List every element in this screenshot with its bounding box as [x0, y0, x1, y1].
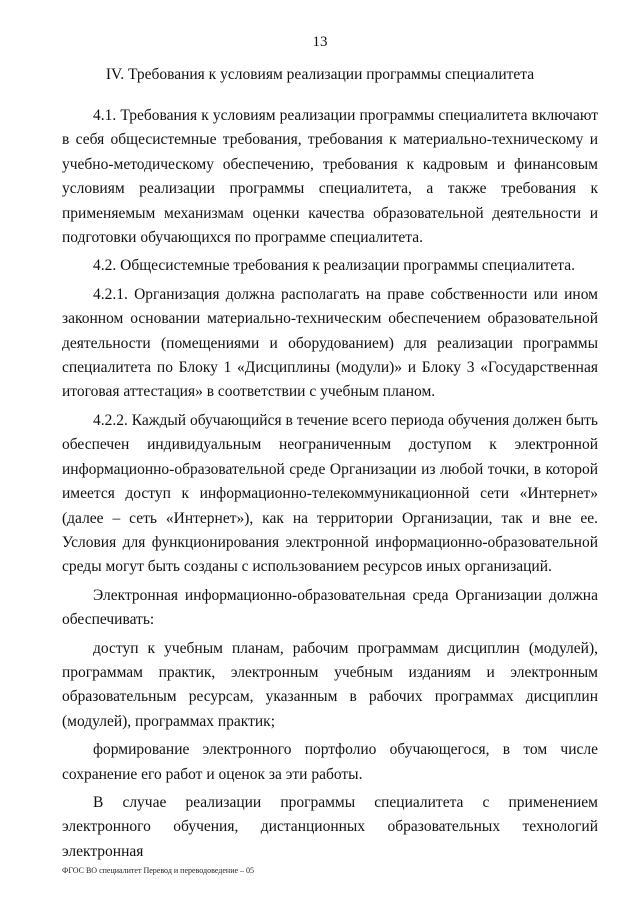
document-body: [62, 104, 598, 864]
paragraph-portfolio-list-item: формирование электронного портфолио обучающегося, в том числе сохранение его работ и оценок за эти работы.: [62, 741, 598, 783]
paragraph-eios-intro: Электронная информационно-образовательная среда Организации должна обеспечивать:: [62, 586, 598, 629]
paragraph-4-2-1: 4.2.1. Организация должна располагать на праве собственности или ином законном основании материально-техническим обеспечением образовательной деятельности (помещениями и оборудованием) для реализации программы специалитета по Блоку 1 «Дисциплины (модули)» и Блоку 3 «Государственная итоговая аттестация» в соответствии с учебным планом.: [62, 285, 598, 401]
paragraph-access-list-item: доступ к учебным планам, рабочим программам дисциплин (модулей), программам практик, электронным учебным изданиям и электронным образовательным ресурсам, указанным в рабочих программах дисциплин (модулей), программах практик;: [62, 639, 598, 730]
page-number: 13: [312, 34, 328, 50]
section-heading: IV. Требования к условиям реализации программы специалитета: [105, 66, 535, 83]
page-footer: ФГОС ВО специалитет Перевод и переводоведение – 05: [62, 866, 255, 875]
paragraph-4-2-2: 4.2.2. Каждый обучающийся в течение всего периода обучения должен быть обеспечен индивидуальным неограниченным доступом к электронной информационно-образовательной среде Организации из любой точки, в которой имеется доступ к информационно-телекоммуникационной сети «Интернет» (далее – сеть «Интернет»), как на территории Организации, так и вне ее. Условия для функционирования электронной информационно-образовательной среды могут быть созданы с использованием ресурсов иных организаций.: [62, 411, 598, 576]
paragraph-4-1: 4.1. Требования к условиям реализации программы специалитета включают в себя общесистемные требования, требования к материально-техническому и учебно-методическому обеспечению, требования к кадровым и финансовым условиям реализации программы специалитета, а также требования к применяемым механизмам оценки качества образовательной деятельности и подготовки обучающихся по программе специалитета.: [62, 107, 598, 247]
paragraph-4-2: 4.2. Общесистемные требования к реализации программы специалитета.: [93, 257, 575, 275]
paragraph-e-learning: В случае реализации программы специалитета с применением электронного обучения, дистанционных образовательных технологий электронная: [62, 793, 598, 860]
